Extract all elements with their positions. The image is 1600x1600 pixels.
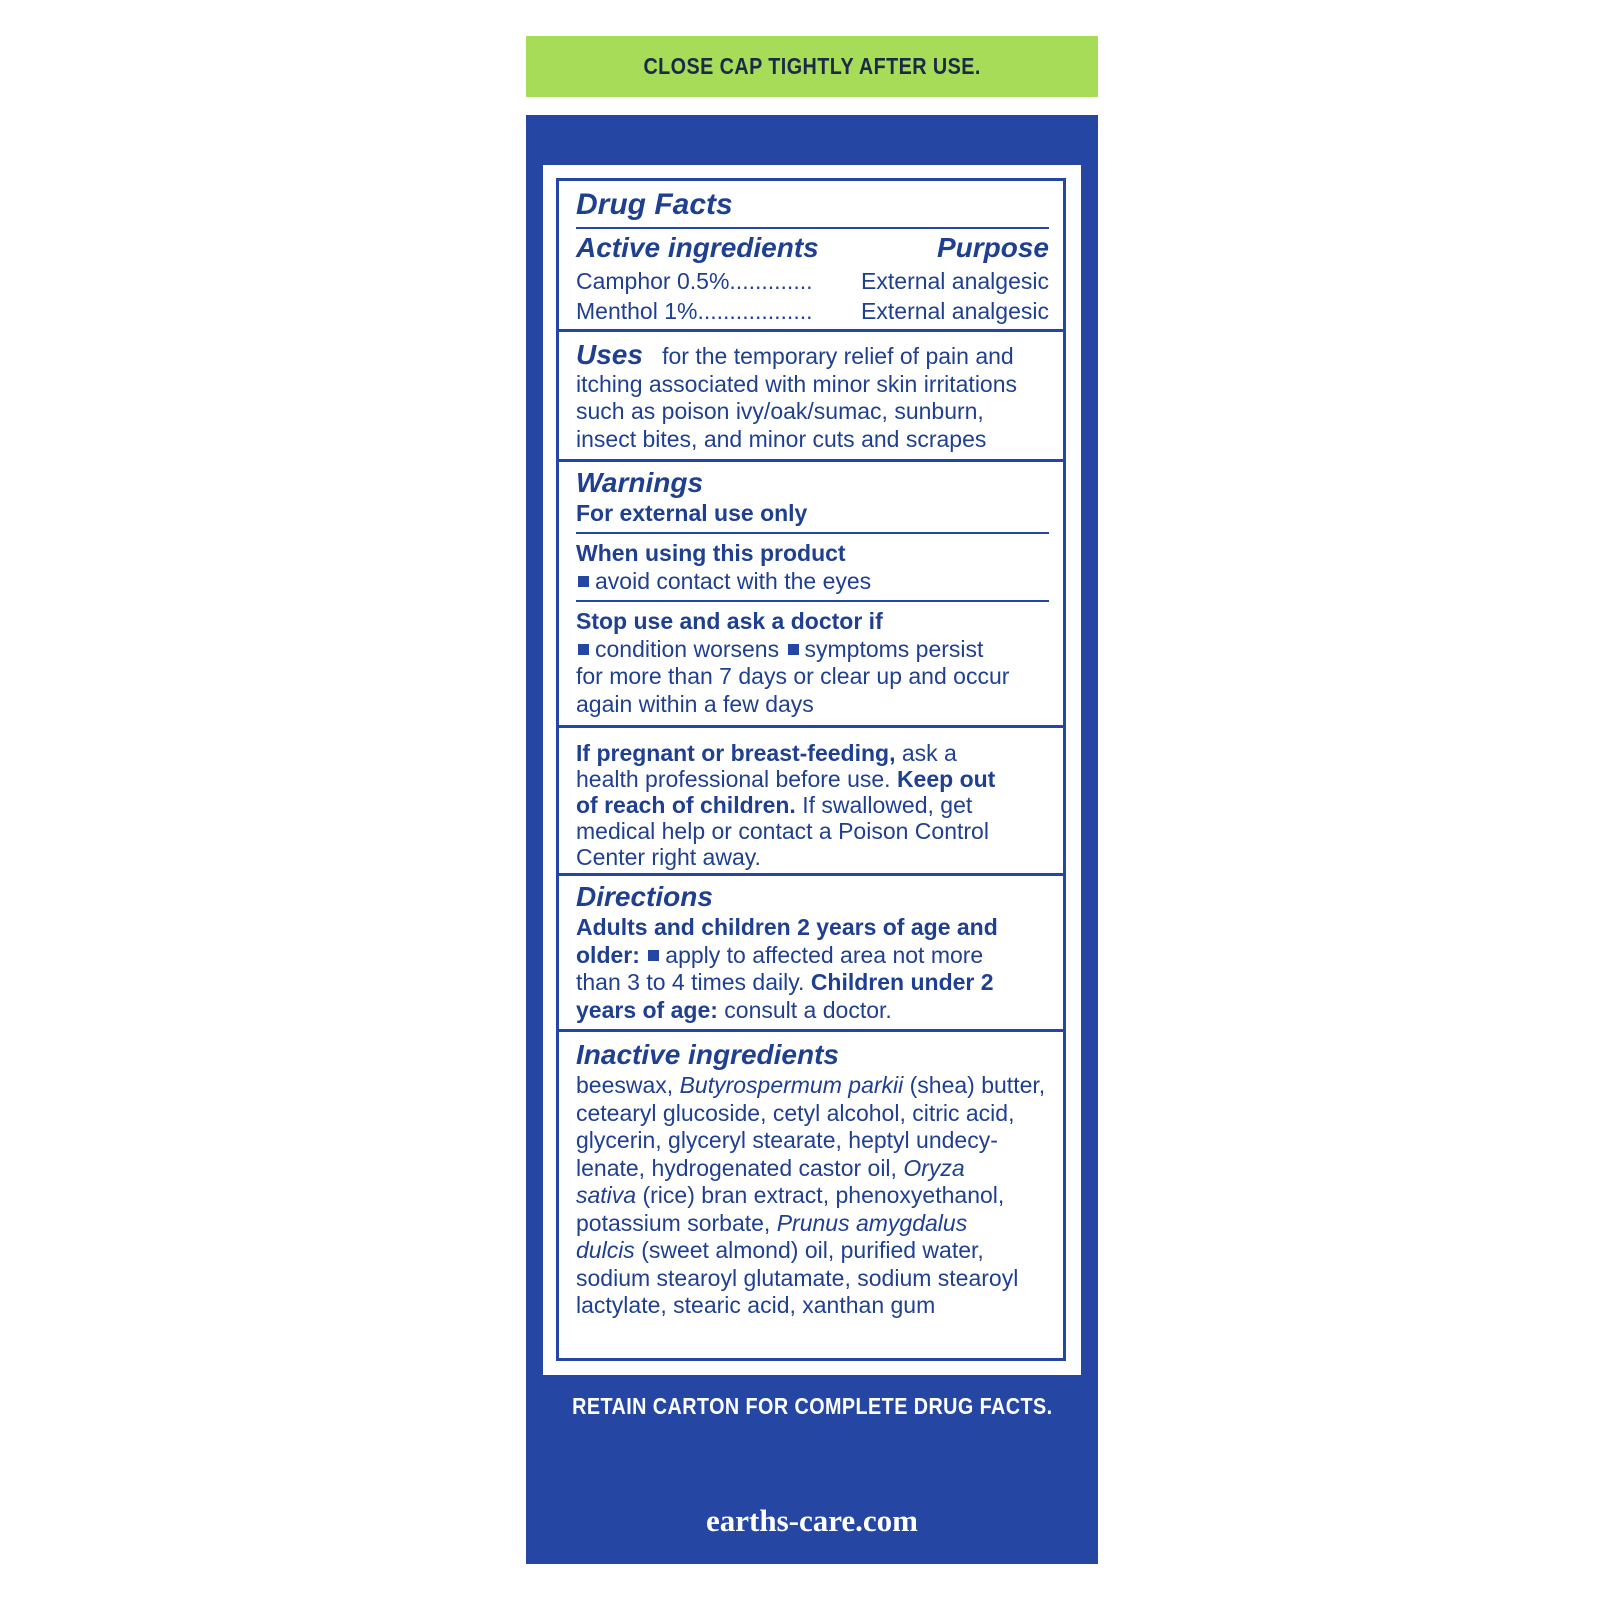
pregnancy-text: medical help or contact a Poison Control (576, 818, 989, 844)
active-row (576, 298, 1049, 326)
directions-bold: Children under 2 (810, 969, 994, 995)
directions-bold: years of age: (576, 996, 718, 1023)
warnings-rule-1 (576, 532, 1049, 534)
uses-line: such as poison ivy/oak/sumac, sunburn, (576, 398, 984, 424)
directions-text: apply to affected area not more (665, 941, 984, 968)
top-banner-text: CLOSE CAP TIGHTLY AFTER USE. (643, 53, 981, 79)
purpose-heading: Purpose (936, 232, 1049, 263)
when-using-item: avoid contact with the eyes (595, 567, 872, 594)
directions-text: consult a doctor. (717, 996, 892, 1023)
warnings-rule-2 (576, 600, 1049, 602)
drug-facts-box (556, 178, 1066, 1361)
pregnancy-text: Center right away. (576, 844, 761, 870)
ingredient-purpose: External analgesic (861, 298, 1049, 324)
pregnancy-text: health professional before use. (576, 766, 897, 792)
uses-section (559, 332, 1063, 462)
inactive-text: cetearyl glucoside, cetyl alcohol, citric acid, (576, 1099, 1015, 1126)
directions-block (576, 914, 1049, 1024)
bottom-banner (526, 1393, 1098, 1420)
inactive-text: sodium stearoyl glutamate, sodium stearoyl (576, 1264, 1019, 1291)
drug-facts-frame (543, 165, 1081, 1375)
bullet-icon (578, 644, 589, 655)
active-header-row (576, 233, 1049, 263)
uses-line: for the temporary relief of pain and (662, 343, 1014, 369)
ingredient-name: Menthol 1% (576, 298, 698, 324)
bullet-icon (578, 576, 589, 587)
directions-section (559, 876, 1063, 1032)
top-banner (526, 36, 1098, 97)
uses-line: itching associated with minor skin irritations (576, 370, 1018, 397)
warnings-section (559, 462, 1063, 728)
inactive-italic: Prunus amygdalus (776, 1209, 968, 1236)
stop-use-block (576, 608, 1049, 718)
keep-out-bold: Keep out (896, 766, 996, 792)
inactive-italic: dulcis (576, 1237, 635, 1263)
inactive-text: (rice) bran extract, phenoxyethanol, (636, 1182, 1005, 1208)
pregnancy-bold: If pregnant or breast-feeding, (576, 740, 896, 766)
pregnancy-section (559, 728, 1063, 876)
bottom-banner-text: RETAIN CARTON FOR COMPLETE DRUG FACTS. (571, 1393, 1053, 1419)
active-ingredients-heading: Active ingredients (576, 232, 819, 263)
inactive-heading: Inactive ingredients (576, 1039, 839, 1070)
ingredient-purpose: External analgesic (861, 268, 1049, 294)
inactive-italic: Butyrospermum parkii (679, 1072, 904, 1098)
title-rule (576, 227, 1049, 229)
inactive-text: (sweet almond) oil, purified water, (634, 1237, 984, 1263)
directions-text: than 3 to 4 times daily. (576, 969, 811, 995)
blue-panel (526, 115, 1098, 1564)
inactive-text: lactylate, stearic acid, xanthan gum (576, 1292, 936, 1318)
stop-use-line: for more than 7 days or clear up and occur (576, 663, 1010, 689)
bullet-icon (788, 644, 799, 655)
uses-block (576, 340, 1049, 453)
inactive-text: potassium sorbate, (576, 1209, 777, 1236)
stop-use-item: symptoms persist (804, 635, 984, 662)
leader-dots: ............. (729, 268, 813, 294)
pregnancy-text: If swallowed, get (795, 792, 973, 818)
ingredient-name: Camphor 0.5% (576, 268, 730, 294)
drug-facts-title: Drug Facts (576, 188, 733, 221)
inactive-list (576, 1072, 1059, 1320)
keep-out-bold: of reach of children. (576, 792, 796, 818)
inactive-text: (shea) butter, (903, 1072, 1046, 1098)
inactive-text: glycerin, glyceryl stearate, heptyl undecy- (576, 1127, 998, 1153)
inactive-ingredients-section (559, 1032, 1063, 1358)
stop-use-heading: Stop use and ask a doctor if (576, 608, 883, 634)
stop-use-item: condition worsens (595, 635, 780, 662)
warnings-heading: Warnings (576, 467, 704, 498)
pregnancy-block (576, 740, 1049, 870)
active-ingredients-section (559, 181, 1063, 332)
inactive-italic: Oryza (903, 1154, 965, 1181)
directions-heading: Directions (576, 881, 713, 912)
leader-dots: .................. (697, 298, 813, 324)
inactive-italic: sativa (576, 1182, 637, 1208)
when-using-heading: When using this product (576, 540, 846, 566)
active-row (576, 268, 1049, 296)
uses-heading: Uses (576, 339, 643, 370)
uses-line: insect bites, and minor cuts and scrapes (576, 425, 987, 452)
stop-use-line: again within a few days (576, 690, 814, 717)
product-label (526, 36, 1098, 1564)
external-use-text: For external use only (576, 500, 808, 526)
inactive-text: lenate, hydrogenated castor oil, (576, 1154, 904, 1181)
bullet-icon (648, 950, 659, 961)
inactive-text: beeswax, (576, 1072, 680, 1098)
website-url: earths-care.com (705, 1503, 919, 1538)
when-using-block (576, 540, 1049, 595)
pregnancy-text: ask a (895, 740, 957, 766)
directions-bold: older: (576, 941, 640, 968)
directions-bold: Adults and children 2 years of age and (576, 914, 998, 940)
